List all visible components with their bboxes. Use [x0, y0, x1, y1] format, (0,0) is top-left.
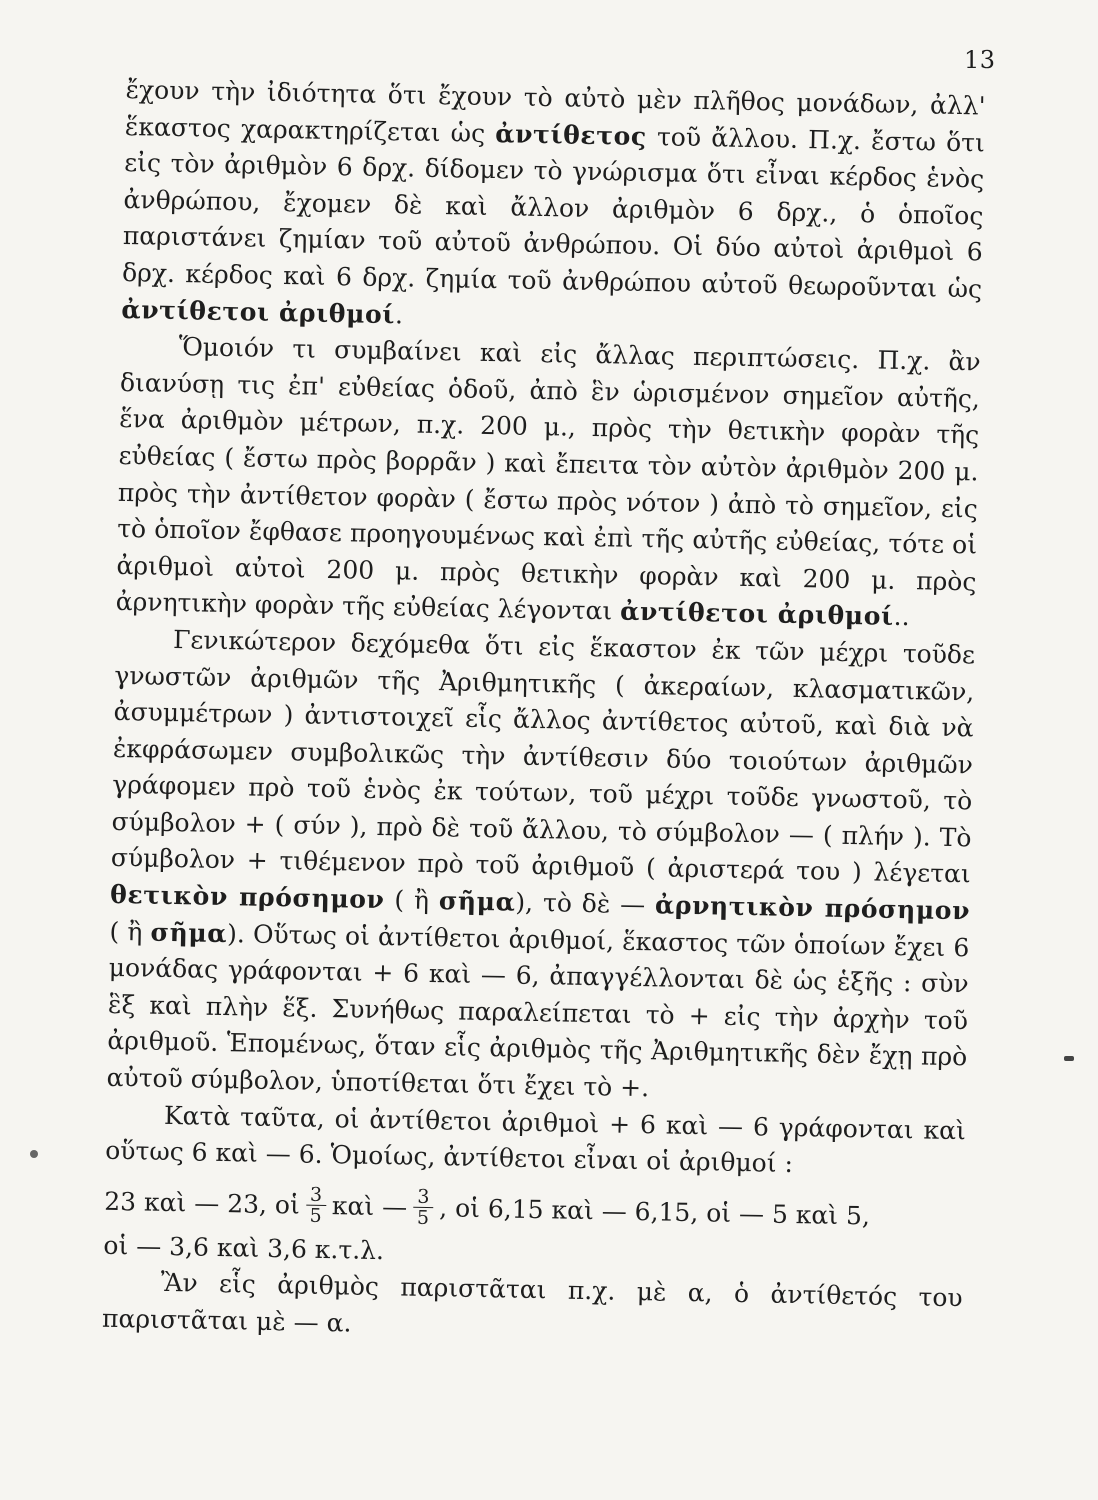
- page-number: 13: [964, 46, 996, 74]
- math-text-2: καὶ —: [331, 1190, 408, 1222]
- term-sima: σῆμα: [438, 886, 516, 917]
- paragraph-2: [115, 328, 980, 637]
- p1-text-a: ἔχουν τὴν ἰδιότητα ὅτι ἔχουν τὸ αὐτὸ μὲν πλῆθος μονάδων, ἀλλ' ἕκαστος χαρακτηρίζεται ὡς: [124, 74, 986, 148]
- fraction-denominator: 5: [416, 1207, 430, 1230]
- fraction-negative: [413, 1187, 434, 1228]
- term-thetikon-prosimon: θετικὸν πρόσημον: [109, 879, 385, 915]
- p3-text-a: Γενικώτερον δεχόμεθα ὅτι εἰς ἕκαστον ἐκ τῶν μέχρι τοῦδε γνωστῶν ἀριθμῶν τῆς Ἀριθμητικῆς ( ἀκεραίων, κλασματικῶν, ἀσυμμέτρων ) ἀντιστοιχεῖ εἷς ἄλλος ἀντίθετος αὐτοῦ, καὶ διὰ νὰ ἐκφράσωμεν συμβολικῶς τὴν ἀντίθεσιν δύο τοιούτων ἀριθμῶν γράφομεν πρὸ τοῦ ἑνὸς ἐκ τούτων, τοῦ μέχρι τοῦδε γνωστοῦ, τὸ σύμβολον + ( σύν ), πρὸ δὲ τοῦ ἄλλου, τὸ σύμβολον — ( πλήν ). Τὸ σύμβολον + τιθέμενον πρὸ τοῦ ἀριθμοῦ ( ἀριστερά του ) λέγεται: [110, 624, 976, 889]
- body-text: [102, 72, 986, 1354]
- p3-text-g: ( ἢ: [109, 916, 151, 947]
- p1-text-c: τοῦ ἄλλου. Π.χ. ἔστω ὅτι εἰς τὸν ἀριθμὸν 6 δρχ. δίδομεν τὸ γνώρισμα ὅτι εἶναι κέρδος ἑνὸς ἀνθρώπου, ἔχομεν δὲ καὶ ἄλλον ἀριθμὸν 6 δρχ., ὁ ὁποῖος παριστάνει ζημίαν τοῦ αὐτοῦ ἀνθρώπου. Οἱ δύο αὐτοὶ ἀριθμοὶ 6 δρχ. κέρδος καὶ 6 δρχ. ζημία τοῦ ἀνθρώπου αὐτοῦ θεωροῦνται ὡς: [121, 121, 986, 304]
- p2-text-c: ..: [893, 602, 910, 632]
- fraction-numerator: 3: [413, 1187, 433, 1208]
- p3-text-i: ). Οὕτως οἱ ἀντίθετοι ἀριθμοί, ἕκαστος τῶν ὁποίων ἔχει 6 μονάδας γράφονται + 6 καὶ — 6, ἀπαγγέλλονται δὲ ὡς ἑξῆς : σὺν ἓξ καὶ πλὴν ἕξ. Συνήθως παραλείπεται τὸ + εἰς τὴν ἀρχὴν τοῦ ἀριθμοῦ. Ἑπομένως, ὅταν εἷς ἀριθμὸς τῆς Ἀριθμητικῆς δὲν ἔχῃ πρὸ αὐτοῦ σύμβολον, ὑποτίθεται ὅτι ἔχει τὸ +.: [106, 918, 970, 1103]
- paragraph-1: [121, 72, 986, 345]
- paragraph-3: [106, 621, 975, 1113]
- scan-artifact-dot: [30, 1150, 38, 1158]
- p1-text-e: .: [394, 299, 404, 329]
- term-arnitikon-prosimon: ἀρνητικὸν πρόσημον: [654, 890, 971, 926]
- p2-text-a: Ὅμοιόν τι συμβαίνει καὶ εἰς ἄλλας περιπτώσεις. Π.χ. ἂν διανύσῃ τις ἐπ' εὐθείας ὁδοῦ, ἀπὸ ἓν ὡρισμένον σημεῖον αὐτῆς, ἕνα ἀριθμὸν μέτρων, π.χ. 200 μ., πρὸς τὴν θετικὴν φορὰν τῆς εὐθείας ( ἔστω πρὸς βορρᾶν ) καὶ ἔπειτα τὸν αὐτὸν ἀριθμὸν 200 μ. πρὸς τὴν ἀντίθετον φορὰν ( ἔστω πρὸς νότον ) ἀπὸ τὸ σημεῖον, εἰς τὸ ὁποῖον ἔφθασε προηγουμένως καὶ ἐπὶ τῆς αὐτῆς εὐθείας, τότε οἱ ἀριθμοὶ αὐτοὶ 200 μ. πρὸς θετικὴν φορὰν καὶ 200 μ. πρὸς ἀρνητικὴν φορὰν τῆς εὐθείας λέγονται: [115, 332, 981, 626]
- scan-artifact-mark: [1064, 1056, 1074, 1061]
- math-text-1: 23 καὶ — 23, οἱ: [104, 1186, 301, 1220]
- p4-text-a: Κατὰ ταῦτα, οἱ ἀντίθετοι ἀριθμοὶ + 6 καὶ — 6 γράφονται καὶ οὕτως 6 καὶ — 6. Ὁμοίως, ἀντίθετοι εἶναι οἱ ἀριθμοί :: [105, 1100, 967, 1179]
- term-antithetos: ἀντίθετος: [495, 118, 648, 151]
- paragraph-6: [102, 1264, 963, 1354]
- term-sima-2: σῆμα: [150, 917, 228, 948]
- math-text-3: , οἱ 6,15 καὶ — 6,15, οἱ — 5 καὶ 5,: [438, 1192, 871, 1231]
- fraction-denominator: 5: [309, 1205, 322, 1228]
- term-antithetoi-arithmoi-2: ἀντίθετοι ἀριθμοί: [619, 596, 894, 632]
- fraction-numerator: 3: [306, 1185, 326, 1206]
- p3-text-c: ( ἢ: [384, 885, 440, 916]
- p5-text-a: οἱ — 3,6 καὶ 3,6 κ.τ.λ.: [103, 1230, 385, 1265]
- fraction-positive: [305, 1185, 326, 1226]
- term-antithetoi-arithmoi: ἀντίθετοι ἀριθμοί: [121, 294, 396, 329]
- p6-text-a: Ἂν εἷς ἀριθμὸς παριστᾶται π.χ. μὲ α, ὁ ἀντίθετός του παριστᾶται μὲ — α.: [101, 1268, 963, 1338]
- p3-text-e: ), τὸ δὲ —: [515, 887, 656, 920]
- paragraph-4: [105, 1096, 966, 1186]
